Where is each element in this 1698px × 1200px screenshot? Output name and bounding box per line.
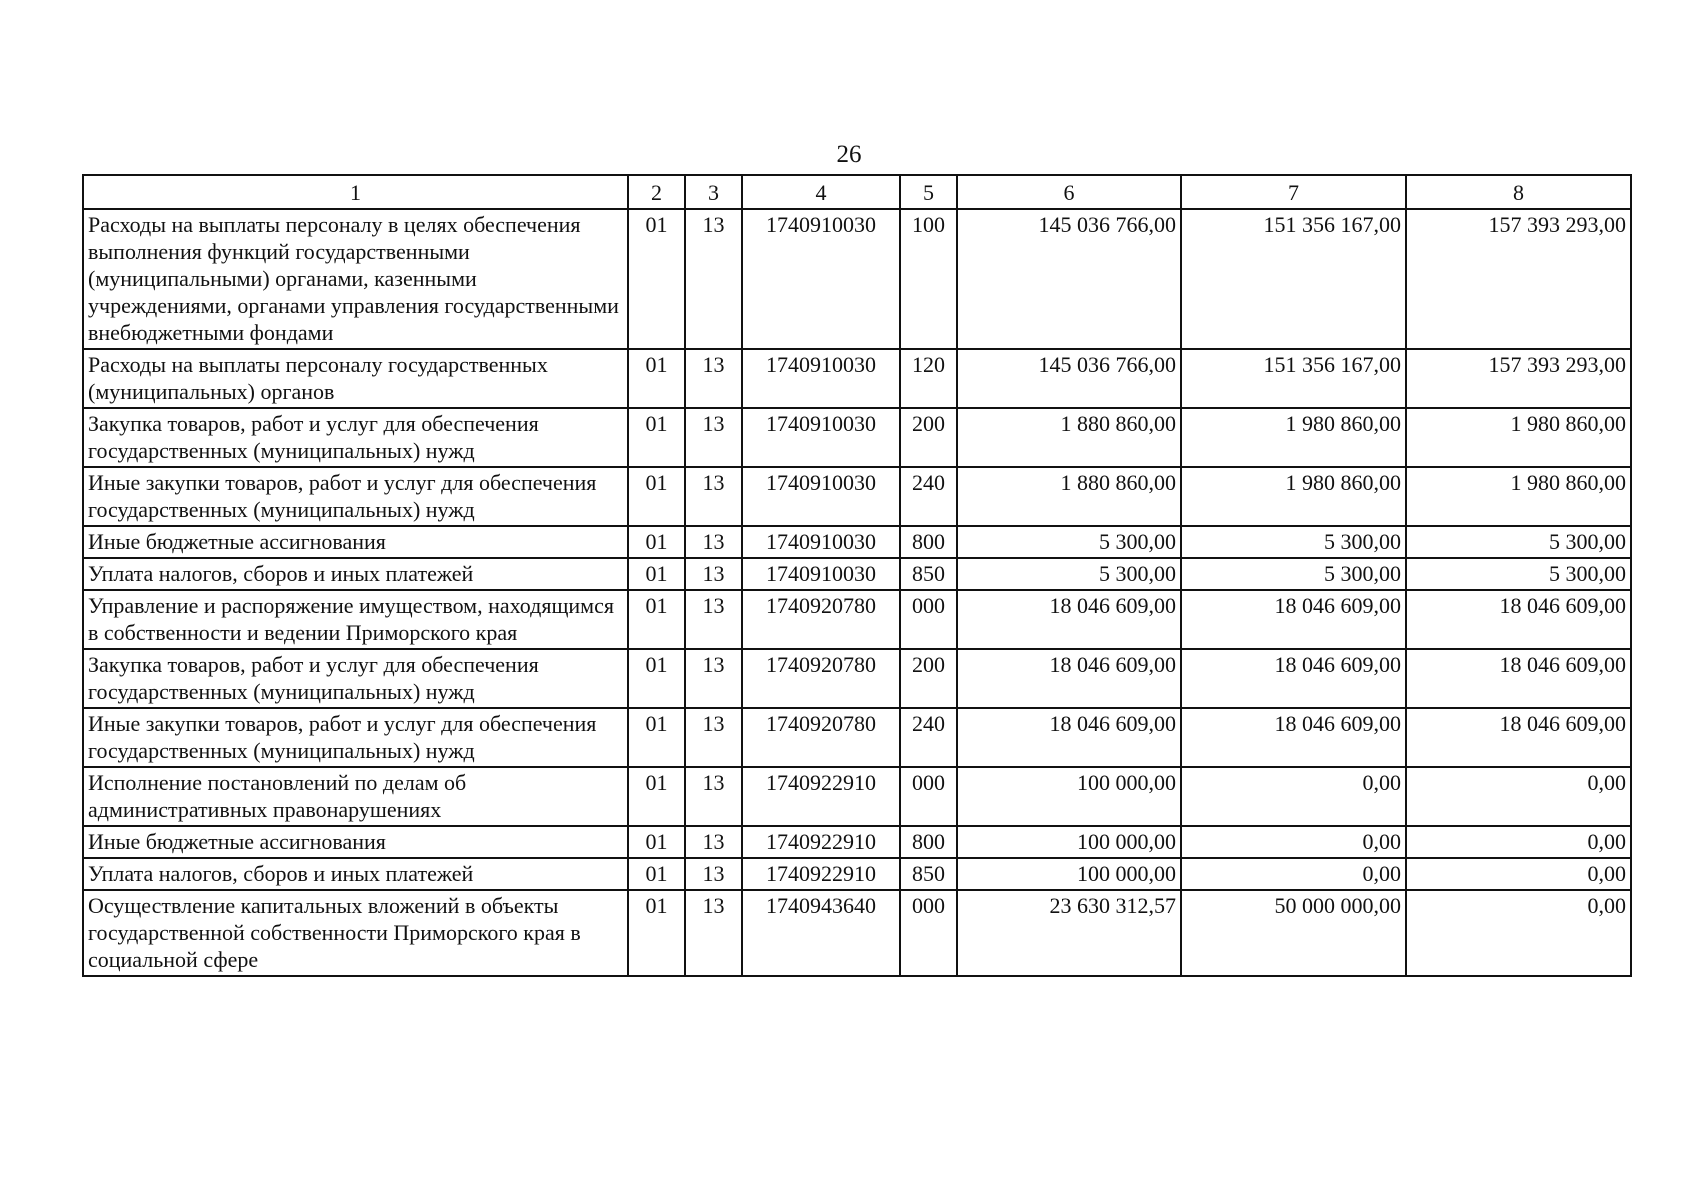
table-row <box>83 209 1631 349</box>
expense-name: Закупка товаров, работ и услуг для обеспечения государственных (муниципальных) нужд <box>83 408 628 467</box>
amount-year-1: 18 046 609,00 <box>957 708 1181 767</box>
expense-type-code: 000 <box>900 767 957 826</box>
target-article-code: 1740922910 <box>742 767 900 826</box>
section-code: 01 <box>628 558 685 590</box>
target-article-code: 1740910030 <box>742 526 900 558</box>
amount-year-3: 1 980 860,00 <box>1406 408 1631 467</box>
target-article-code: 1740910030 <box>742 349 900 408</box>
amount-year-3: 157 393 293,00 <box>1406 209 1631 349</box>
amount-year-1: 1 880 860,00 <box>957 408 1181 467</box>
header-col-6: 6 <box>957 175 1181 209</box>
amount-year-3: 18 046 609,00 <box>1406 708 1631 767</box>
expense-name: Уплата налогов, сборов и иных платежей <box>83 858 628 890</box>
subsection-code: 13 <box>685 467 742 526</box>
amount-year-3: 5 300,00 <box>1406 558 1631 590</box>
header-row <box>83 175 1631 209</box>
section-code: 01 <box>628 826 685 858</box>
subsection-code: 13 <box>685 858 742 890</box>
expense-type-code: 100 <box>900 209 957 349</box>
header-col-1: 1 <box>83 175 628 209</box>
header-col-2: 2 <box>628 175 685 209</box>
expense-name: Закупка товаров, работ и услуг для обеспечения государственных (муниципальных) нужд <box>83 649 628 708</box>
target-article-code: 1740910030 <box>742 558 900 590</box>
expense-type-code: 200 <box>900 649 957 708</box>
target-article-code: 1740922910 <box>742 858 900 890</box>
section-code: 01 <box>628 708 685 767</box>
expense-type-code: 000 <box>900 890 957 976</box>
table-body <box>83 209 1631 976</box>
header-col-7: 7 <box>1181 175 1406 209</box>
amount-year-2: 151 356 167,00 <box>1181 349 1406 408</box>
expense-type-code: 120 <box>900 349 957 408</box>
target-article-code: 1740920780 <box>742 649 900 708</box>
expense-name: Уплата налогов, сборов и иных платежей <box>83 558 628 590</box>
subsection-code: 13 <box>685 558 742 590</box>
expense-type-code: 200 <box>900 408 957 467</box>
amount-year-1: 23 630 312,57 <box>957 890 1181 976</box>
target-article-code: 1740943640 <box>742 890 900 976</box>
table-row <box>83 526 1631 558</box>
subsection-code: 13 <box>685 708 742 767</box>
expense-type-code: 800 <box>900 826 957 858</box>
table-row <box>83 590 1631 649</box>
expense-name: Расходы на выплаты персоналу в целях обеспечения выполнения функций государственными (муниципальными) органами, казенными учреждениями, органами управления государственными внебюджетными фондами <box>83 209 628 349</box>
amount-year-2: 0,00 <box>1181 826 1406 858</box>
target-article-code: 1740922910 <box>742 826 900 858</box>
amount-year-3: 1 980 860,00 <box>1406 467 1631 526</box>
amount-year-3: 0,00 <box>1406 858 1631 890</box>
amount-year-1: 5 300,00 <box>957 526 1181 558</box>
amount-year-1: 100 000,00 <box>957 767 1181 826</box>
expense-name: Иные закупки товаров, работ и услуг для обеспечения государственных (муниципальных) нужд <box>83 708 628 767</box>
subsection-code: 13 <box>685 349 742 408</box>
expense-type-code: 800 <box>900 526 957 558</box>
expense-name: Управление и распоряжение имуществом, находящимся в собственности и ведении Приморского края <box>83 590 628 649</box>
section-code: 01 <box>628 649 685 708</box>
target-article-code: 1740910030 <box>742 209 900 349</box>
amount-year-2: 1 980 860,00 <box>1181 467 1406 526</box>
section-code: 01 <box>628 209 685 349</box>
amount-year-1: 18 046 609,00 <box>957 649 1181 708</box>
target-article-code: 1740910030 <box>742 408 900 467</box>
table-row <box>83 558 1631 590</box>
amount-year-1: 145 036 766,00 <box>957 209 1181 349</box>
section-code: 01 <box>628 858 685 890</box>
amount-year-2: 5 300,00 <box>1181 558 1406 590</box>
subsection-code: 13 <box>685 826 742 858</box>
table-row <box>83 349 1631 408</box>
amount-year-2: 18 046 609,00 <box>1181 649 1406 708</box>
amount-year-3: 0,00 <box>1406 826 1631 858</box>
amount-year-2: 151 356 167,00 <box>1181 209 1406 349</box>
table-row <box>83 708 1631 767</box>
table-row <box>83 767 1631 826</box>
expense-name: Исполнение постановлений по делам об административных правонарушениях <box>83 767 628 826</box>
amount-year-3: 157 393 293,00 <box>1406 349 1631 408</box>
table-row <box>83 858 1631 890</box>
section-code: 01 <box>628 526 685 558</box>
table-row <box>83 408 1631 467</box>
amount-year-2: 18 046 609,00 <box>1181 590 1406 649</box>
amount-year-2: 1 980 860,00 <box>1181 408 1406 467</box>
amount-year-2: 0,00 <box>1181 767 1406 826</box>
section-code: 01 <box>628 408 685 467</box>
target-article-code: 1740920780 <box>742 708 900 767</box>
expense-type-code: 240 <box>900 467 957 526</box>
amount-year-3: 5 300,00 <box>1406 526 1631 558</box>
amount-year-2: 5 300,00 <box>1181 526 1406 558</box>
amount-year-3: 18 046 609,00 <box>1406 649 1631 708</box>
amount-year-3: 0,00 <box>1406 890 1631 976</box>
expense-name: Иные закупки товаров, работ и услуг для обеспечения государственных (муниципальных) нужд <box>83 467 628 526</box>
amount-year-2: 50 000 000,00 <box>1181 890 1406 976</box>
header-col-8: 8 <box>1406 175 1631 209</box>
section-code: 01 <box>628 890 685 976</box>
table-row <box>83 649 1631 708</box>
page-number: 26 <box>836 141 862 168</box>
subsection-code: 13 <box>685 890 742 976</box>
expense-type-code: 850 <box>900 858 957 890</box>
amount-year-3: 18 046 609,00 <box>1406 590 1631 649</box>
expense-name: Расходы на выплаты персоналу государственных (муниципальных) органов <box>83 349 628 408</box>
amount-year-1: 145 036 766,00 <box>957 349 1181 408</box>
budget-table <box>82 174 1632 977</box>
amount-year-1: 5 300,00 <box>957 558 1181 590</box>
header-col-5: 5 <box>900 175 957 209</box>
expense-type-code: 850 <box>900 558 957 590</box>
amount-year-2: 18 046 609,00 <box>1181 708 1406 767</box>
subsection-code: 13 <box>685 590 742 649</box>
section-code: 01 <box>628 467 685 526</box>
header-col-4: 4 <box>742 175 900 209</box>
header-col-3: 3 <box>685 175 742 209</box>
section-code: 01 <box>628 349 685 408</box>
table-row <box>83 826 1631 858</box>
expense-type-code: 240 <box>900 708 957 767</box>
amount-year-1: 1 880 860,00 <box>957 467 1181 526</box>
subsection-code: 13 <box>685 408 742 467</box>
expense-name: Иные бюджетные ассигнования <box>83 526 628 558</box>
subsection-code: 13 <box>685 209 742 349</box>
table-header <box>83 175 1631 209</box>
section-code: 01 <box>628 767 685 826</box>
amount-year-1: 100 000,00 <box>957 826 1181 858</box>
subsection-code: 13 <box>685 767 742 826</box>
amount-year-3: 0,00 <box>1406 767 1631 826</box>
expense-type-code: 000 <box>900 590 957 649</box>
subsection-code: 13 <box>685 649 742 708</box>
expense-name: Осуществление капитальных вложений в объекты государственной собственности Приморского края в социальной сфере <box>83 890 628 976</box>
amount-year-2: 0,00 <box>1181 858 1406 890</box>
table-row <box>83 467 1631 526</box>
target-article-code: 1740910030 <box>742 467 900 526</box>
table-row <box>83 890 1631 976</box>
target-article-code: 1740920780 <box>742 590 900 649</box>
amount-year-1: 100 000,00 <box>957 858 1181 890</box>
expense-name: Иные бюджетные ассигнования <box>83 826 628 858</box>
amount-year-1: 18 046 609,00 <box>957 590 1181 649</box>
section-code: 01 <box>628 590 685 649</box>
subsection-code: 13 <box>685 526 742 558</box>
